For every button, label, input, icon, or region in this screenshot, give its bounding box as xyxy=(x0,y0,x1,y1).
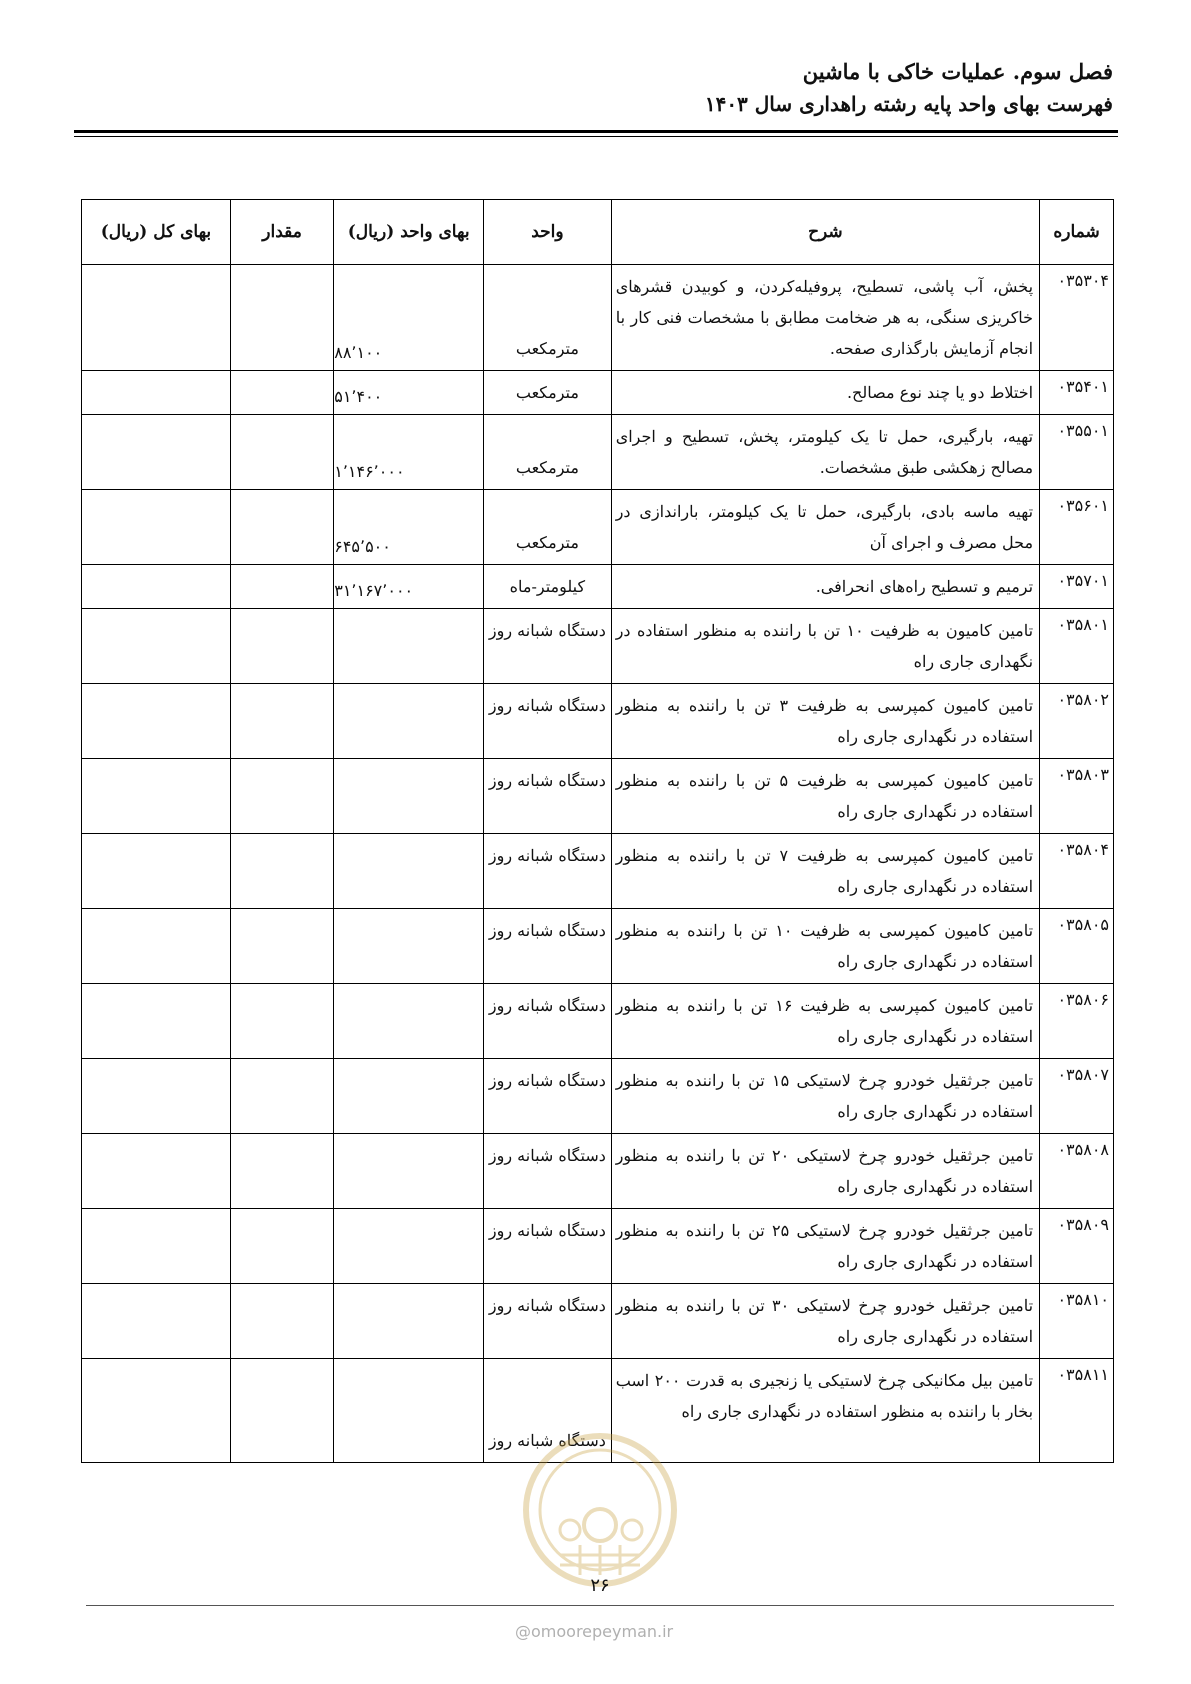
item-number: ۰۳۵۸۰۵ xyxy=(1040,909,1114,984)
item-unit: دستگاه شبانه روز xyxy=(484,984,612,1059)
header-rule-thin xyxy=(74,136,1118,137)
page-header xyxy=(73,56,1113,120)
item-unit-price xyxy=(334,1059,484,1134)
item-unit: مترمکعب xyxy=(484,490,612,565)
item-description: تهیه، بارگیری، حمل تا یک کیلومتر، پخش، تسطیح و اجرای مصالح زهکشی طبق مشخصات. xyxy=(611,415,1039,490)
item-unit-price xyxy=(334,909,484,984)
item-unit-price xyxy=(334,759,484,834)
item-description: پخش، آب پاشی، تسطیح، پروفیله‌کردن، و کوبیدن قشرهای خاکریزی سنگی، به هر ضخامت مطابق با مشخصات فنی کار با انجام آزمایش بارگذاری صفحه. xyxy=(611,265,1039,371)
item-total-price xyxy=(82,759,231,834)
chapter-title: فصل سوم. عملیات خاکی با ماشین xyxy=(802,59,1113,84)
item-number: ۰۳۵۸۰۶ xyxy=(1040,984,1114,1059)
table-row xyxy=(82,1134,1114,1209)
item-description: ترمیم و تسطیح راه‌های انحرافی. xyxy=(611,565,1039,609)
item-number: ۰۳۵۸۰۳ xyxy=(1040,759,1114,834)
item-number: ۰۳۵۸۰۲ xyxy=(1040,684,1114,759)
item-unit-price xyxy=(334,1284,484,1359)
item-unit: مترمکعب xyxy=(484,415,612,490)
table-row xyxy=(82,490,1114,565)
table-row xyxy=(82,834,1114,909)
site-watermark: @omoorepeyman.ir xyxy=(515,1622,674,1641)
footer-rule xyxy=(86,1605,1114,1606)
item-description: اختلاط دو یا چند نوع مصالح. xyxy=(611,371,1039,415)
item-description: تامین کامیون کمپرسی به ظرفیت ۳ تن با راننده به منظور استفاده در نگهداری جاری راه xyxy=(611,684,1039,759)
item-quantity xyxy=(230,1359,333,1463)
item-total-price xyxy=(82,265,231,371)
item-unit: مترمکعب xyxy=(484,265,612,371)
table-row xyxy=(82,759,1114,834)
document-title: فهرست بهای واحد پایه رشته راهداری سال ۱۴۰۳ xyxy=(704,92,1113,116)
item-unit: دستگاه شبانه روز xyxy=(484,759,612,834)
item-unit: دستگاه شبانه روز xyxy=(484,834,612,909)
item-quantity xyxy=(230,684,333,759)
col-header-unit-price: بهای واحد (ریال) xyxy=(334,200,484,265)
item-quantity xyxy=(230,371,333,415)
item-unit-price: ۶۴۵٬۵۰۰ xyxy=(334,490,484,565)
item-unit: دستگاه شبانه روز xyxy=(484,1134,612,1209)
item-number: ۰۳۵۸۰۹ xyxy=(1040,1209,1114,1284)
col-header-total-price: بهای کل (ریال) xyxy=(82,200,231,265)
item-quantity xyxy=(230,609,333,684)
item-total-price xyxy=(82,684,231,759)
table-row xyxy=(82,909,1114,984)
item-quantity xyxy=(230,1134,333,1209)
item-number: ۰۳۵۴۰۱ xyxy=(1040,371,1114,415)
item-unit-price xyxy=(334,1209,484,1284)
item-quantity xyxy=(230,909,333,984)
table-header-row xyxy=(82,200,1114,265)
item-unit: دستگاه شبانه روز xyxy=(484,609,612,684)
item-unit-price xyxy=(334,609,484,684)
item-quantity xyxy=(230,1059,333,1134)
item-description: تامین کامیون کمپرسی به ظرفیت ۵ تن با راننده به منظور استفاده در نگهداری جاری راه xyxy=(611,759,1039,834)
table-row xyxy=(82,415,1114,490)
table-row xyxy=(82,984,1114,1059)
item-quantity xyxy=(230,834,333,909)
col-header-quantity: مقدار xyxy=(230,200,333,265)
table-row xyxy=(82,1059,1114,1134)
item-total-price xyxy=(82,1059,231,1134)
item-unit-price: ۳۱٬۱۶۷٬۰۰۰ xyxy=(334,565,484,609)
table-row xyxy=(82,684,1114,759)
item-description: تامین کامیون کمپرسی به ظرفیت ۷ تن با راننده به منظور استفاده در نگهداری جاری راه xyxy=(611,834,1039,909)
table-row xyxy=(82,1284,1114,1359)
item-description: تامین جرثقیل خودرو چرخ لاستیکی ۲۵ تن با راننده به منظور استفاده در نگهداری جاری راه xyxy=(611,1209,1039,1284)
item-description: تامین جرثقیل خودرو چرخ لاستیکی ۲۰ تن با راننده به منظور استفاده در نگهداری جاری راه xyxy=(611,1134,1039,1209)
item-unit-price: ۱٬۱۴۶٬۰۰۰ xyxy=(334,415,484,490)
item-quantity xyxy=(230,1209,333,1284)
item-unit-price xyxy=(334,684,484,759)
item-unit: دستگاه شبانه روز xyxy=(484,1284,612,1359)
item-unit-price xyxy=(334,984,484,1059)
item-total-price xyxy=(82,1284,231,1359)
item-quantity xyxy=(230,265,333,371)
item-total-price xyxy=(82,1359,231,1463)
table-row xyxy=(82,565,1114,609)
item-number: ۰۳۵۳۰۴ xyxy=(1040,265,1114,371)
item-number: ۰۳۵۶۰۱ xyxy=(1040,490,1114,565)
table-row xyxy=(82,1209,1114,1284)
item-total-price xyxy=(82,1134,231,1209)
item-total-price xyxy=(82,1209,231,1284)
item-description: تامین کامیون کمپرسی به ظرفیت ۱۶ تن با راننده به منظور استفاده در نگهداری جاری راه xyxy=(611,984,1039,1059)
item-unit: دستگاه شبانه روز xyxy=(484,1359,612,1463)
page-number: ۲۶ xyxy=(590,1575,610,1596)
item-quantity xyxy=(230,1284,333,1359)
item-unit-price xyxy=(334,834,484,909)
item-unit-price xyxy=(334,1359,484,1463)
item-number: ۰۳۵۸۱۱ xyxy=(1040,1359,1114,1463)
item-unit-price: ۵۱٬۴۰۰ xyxy=(334,371,484,415)
item-quantity xyxy=(230,490,333,565)
item-total-price xyxy=(82,565,231,609)
item-number: ۰۳۵۸۰۴ xyxy=(1040,834,1114,909)
item-number: ۰۳۵۸۰۷ xyxy=(1040,1059,1114,1134)
item-number: ۰۳۵۸۰۱ xyxy=(1040,609,1114,684)
item-unit: دستگاه شبانه روز xyxy=(484,1059,612,1134)
item-unit: دستگاه شبانه روز xyxy=(484,684,612,759)
item-total-price xyxy=(82,834,231,909)
col-header-description: شرح xyxy=(611,200,1039,265)
item-number: ۰۳۵۸۱۰ xyxy=(1040,1284,1114,1359)
item-total-price xyxy=(82,415,231,490)
item-unit: مترمکعب xyxy=(484,371,612,415)
item-description: تامین کامیون کمپرسی به ظرفیت ۱۰ تن با راننده به منظور استفاده در نگهداری جاری راه xyxy=(611,909,1039,984)
item-quantity xyxy=(230,565,333,609)
item-unit: دستگاه شبانه روز xyxy=(484,1209,612,1284)
item-number: ۰۳۵۸۰۸ xyxy=(1040,1134,1114,1209)
item-unit: دستگاه شبانه روز xyxy=(484,909,612,984)
item-total-price xyxy=(82,984,231,1059)
item-unit-price: ۸۸٬۱۰۰ xyxy=(334,265,484,371)
item-number: ۰۳۵۷۰۱ xyxy=(1040,565,1114,609)
item-description: تامین بیل مکانیکی چرخ لاستیکی یا زنجیری به قدرت ۲۰۰ اسب بخار با راننده به منظور استفاده در نگهداری جاری راه xyxy=(611,1359,1039,1463)
col-header-number: شماره xyxy=(1040,200,1114,265)
item-unit: کیلومتر-ماه xyxy=(484,565,612,609)
price-table xyxy=(81,199,1114,1463)
item-number: ۰۳۵۵۰۱ xyxy=(1040,415,1114,490)
item-quantity xyxy=(230,984,333,1059)
table-row xyxy=(82,265,1114,371)
seal-watermark xyxy=(520,1430,680,1590)
item-description: تامین جرثقیل خودرو چرخ لاستیکی ۳۰ تن با راننده به منظور استفاده در نگهداری جاری راه xyxy=(611,1284,1039,1359)
item-quantity xyxy=(230,759,333,834)
header-rule xyxy=(74,130,1118,133)
table-row xyxy=(82,609,1114,684)
item-quantity xyxy=(230,415,333,490)
item-description: تامین جرثقیل خودرو چرخ لاستیکی ۱۵ تن با راننده به منظور استفاده در نگهداری جاری راه xyxy=(611,1059,1039,1134)
table-row xyxy=(82,371,1114,415)
item-total-price xyxy=(82,609,231,684)
item-description: تامین کامیون به ظرفیت ۱۰ تن با راننده به منظور استفاده در نگهداری جاری راه xyxy=(611,609,1039,684)
item-unit-price xyxy=(334,1134,484,1209)
col-header-unit: واحد xyxy=(484,200,612,265)
item-total-price xyxy=(82,909,231,984)
item-total-price xyxy=(82,490,231,565)
item-total-price xyxy=(82,371,231,415)
item-description: تهیه ماسه بادی، بارگیری، حمل تا یک کیلومتر، باراندازی در محل مصرف و اجرای آن xyxy=(611,490,1039,565)
